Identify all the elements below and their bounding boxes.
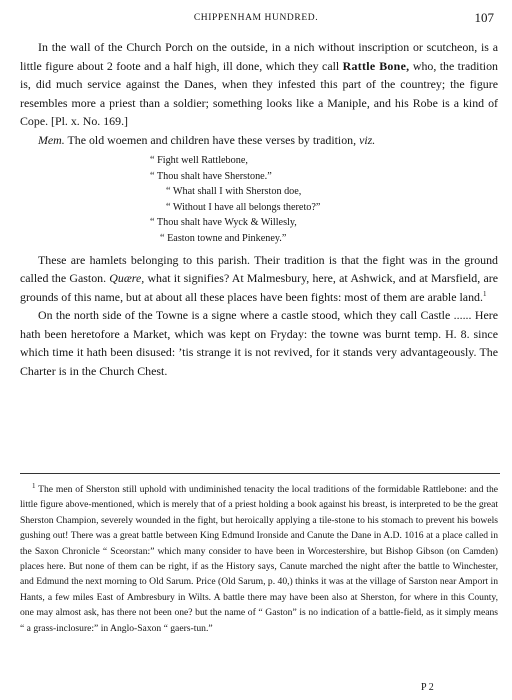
- verse-block: [150, 153, 498, 247]
- paragraph-memorandum: [20, 131, 498, 150]
- text: In the wall of the Church Porch on the outside, in a nich without inscription or scutcheon, is a little figure about 2 foote and a half high, ill done, which they call: [20, 40, 498, 73]
- viz-label: viz.: [359, 132, 376, 147]
- verse-line: “ Thou shalt have Sherstone.”: [150, 170, 272, 182]
- footnote-divider: [20, 473, 500, 474]
- verse-line: “ Without I have all belongs thereto?”: [166, 201, 321, 213]
- verse-line: “ What shall I with Sherston doe,: [166, 186, 302, 198]
- footnote-marker: 1: [32, 481, 36, 490]
- text: On the north side of the Towne is a signe where a castle stood, which they call Castle ...... Here hath been heretofore a Market, which was kept on Fryday: the towne was burnt temp. H. 8. since which time it hath been disused: ’tis strange it is not revived, for it stands very advantageously. The Charter is in the Church Chest.: [20, 308, 498, 378]
- verse-line: “ Fight well Rattlebone,: [150, 155, 248, 166]
- verse-line: “ Easton towne and Pinkeney.”: [160, 232, 287, 244]
- page-number: 107: [474, 10, 494, 25]
- running-head: CHIPPENHAM HUNDRED.: [193, 13, 319, 23]
- footnote-paragraph: [20, 482, 498, 636]
- footnote-reference: 1: [482, 289, 487, 298]
- text: who, the tradition is, did much service against the Danes, when they infested this part of the countrey; the figure resembles more a priest than a soldier; something looks like a Maniple, and his Robe is a kind of Cope. [Pl. x. No. 169.]: [20, 58, 498, 128]
- verse-line: “ Thou shalt have Wyck & Willesly,: [150, 217, 297, 229]
- main-text: [20, 38, 498, 380]
- mem-label: Mem.: [38, 132, 65, 147]
- signature-mark: P 2: [421, 682, 434, 693]
- paragraph-hamlets: [20, 251, 498, 307]
- text: The old woemen and children have these verses by tradition,: [64, 132, 360, 147]
- text: what it signifies? At Malmesbury, here, at Ashwick, and at Marsfield, are grounds of this name, but at about all these places have been fights: most of them are arable land.: [20, 271, 498, 304]
- quaere-word: Quære,: [109, 271, 145, 286]
- rattle-bone-name: Rattle Bone,: [342, 58, 410, 73]
- footnote: [20, 482, 498, 636]
- paragraph-church-porch: [20, 38, 498, 131]
- page-header: [0, 10, 512, 30]
- footnote-text: The men of Sherston still uphold with undiminished tenacity the local traditions of the formidable Rattlebone: and the little figure above-mentioned, which is merely that of a priest holding a book against his breast, is interpreted to be the great Sherston Champion, severely wounded in the fight, but heroically applying a tile-stone to his stomach to prevent his bowels gushing out! There was a great battle between King Edmund Ironside and Canute the Dane in A.D. 1016 at a place called in the Saxon Chronicle “ Sceorstan:” which many consider to have been in Worcestershire, but Bishop Gibson (on Camden) places here. But none of them can be right, if as the History says, Canute marched the night after the battle to Winchester, and Edmund the next morning to Old Sarum. Price (Old Sarum, p. 40,) thinks it was at the village of Sarston near Amport in Hants, a few miles East of Ambresbury in Wilts. A battle there may have been also at Sherston, for where in this County, one may almost ask, has there not been one? but the name of “ Gaston” is no indication of a battle-field, as it simply means “ a grass-inclosure:” in Anglo-Saxon “ gaers-tun.”: [20, 484, 498, 634]
- paragraph-castle-market: [20, 306, 498, 380]
- text: These are hamlets belonging to this parish. Their tradition is that the fight was in the ground called the Gaston.: [20, 252, 498, 286]
